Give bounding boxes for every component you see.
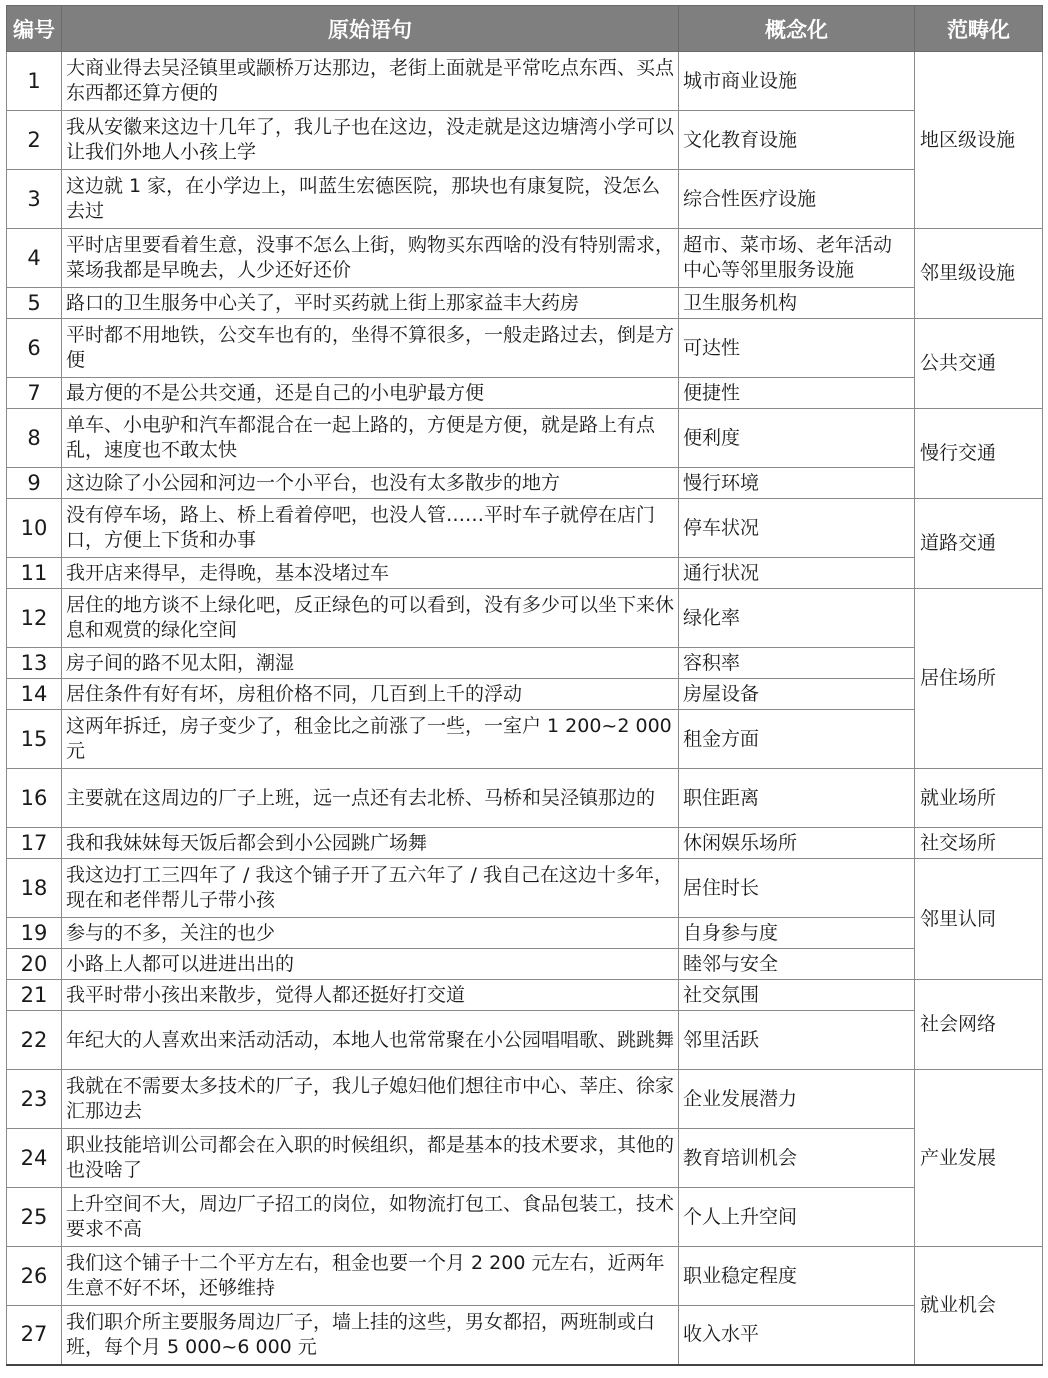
row-number: 20 (7, 949, 62, 980)
original-quote: 路口的卫生服务中心关了，平时买药就上街上那家益丰大药房 (62, 288, 679, 319)
concept-cell: 慢行环境 (679, 468, 915, 499)
table-row (7, 170, 1043, 229)
concept-cell: 教育培训机会 (679, 1129, 915, 1188)
row-number: 21 (7, 980, 62, 1011)
original-quote: 我平时带小孩出来散步，觉得人都还挺好打交道 (62, 980, 679, 1011)
table-row (7, 648, 1043, 679)
concept-cell: 休闲娱乐场所 (679, 828, 915, 859)
header-num: 编号 (7, 6, 62, 52)
table-row (7, 1188, 1043, 1247)
original-quote: 居住条件有好有坏，房租价格不同，几百到上千的浮动 (62, 679, 679, 710)
category-cell: 就业机会 (915, 1247, 1043, 1365)
concept-cell: 卫生服务机构 (679, 288, 915, 319)
row-number: 25 (7, 1188, 62, 1247)
row-number: 1 (7, 52, 62, 111)
row-number: 27 (7, 1306, 62, 1365)
category-cell: 社会网络 (915, 980, 1043, 1070)
category-cell: 就业场所 (915, 769, 1043, 828)
category-cell: 居住场所 (915, 589, 1043, 769)
original-quote: 我从安徽来这边十几年了，我儿子也在这边，没走就是这边塘湾小学可以让我们外地人小孩上学 (62, 111, 679, 170)
original-quote: 上升空间不大，周边厂子招工的岗位，如物流打包工、食品包装工，技术要求不高 (62, 1188, 679, 1247)
table-row (7, 859, 1043, 918)
original-quote: 我就在不需要太多技术的厂子，我儿子媳妇他们想往市中心、莘庄、徐家汇那边去 (62, 1070, 679, 1129)
original-quote: 主要就在这周边的厂子上班，远一点还有去北桥、马桥和吴泾镇那边的 (62, 769, 679, 828)
concept-cell: 城市商业设施 (679, 52, 915, 111)
original-quote: 大商业得去吴泾镇里或颛桥万达那边，老街上面就是平常吃点东西、买点东西都还算方便的 (62, 52, 679, 111)
original-quote: 平时店里要看着生意，没事不怎么上街，购物买东西啥的没有特别需求，菜场我都是早晚去，人少还好还价 (62, 229, 679, 288)
category-cell: 道路交通 (915, 499, 1043, 589)
concept-cell: 社交氛围 (679, 980, 915, 1011)
concept-cell: 个人上升空间 (679, 1188, 915, 1247)
original-quote: 我们职介所主要服务周边厂子，墙上挂的这些，男女都招，两班制或白班，每个月 5 000~6 000 元 (62, 1306, 679, 1365)
original-quote: 这边除了小公园和河边一个小平台，也没有太多散步的地方 (62, 468, 679, 499)
original-quote: 我开店来得早，走得晚，基本没堵过车 (62, 558, 679, 589)
original-quote: 单车、小电驴和汽车都混合在一起上路的，方便是方便，就是路上有点乱，速度也不敢太快 (62, 409, 679, 468)
table-row (7, 1247, 1043, 1306)
table-row (7, 1129, 1043, 1188)
row-number: 22 (7, 1011, 62, 1070)
table-row (7, 769, 1043, 828)
original-quote: 年纪大的人喜欢出来活动活动，本地人也常常聚在小公园唱唱歌、跳跳舞 (62, 1011, 679, 1070)
row-number: 3 (7, 170, 62, 229)
row-number: 11 (7, 558, 62, 589)
row-number: 12 (7, 589, 62, 648)
concept-cell: 睦邻与安全 (679, 949, 915, 980)
table-row (7, 1306, 1043, 1365)
original-quote: 这边就 1 家，在小学边上，叫蓝生宏德医院，那块也有康复院，没怎么去过 (62, 170, 679, 229)
concept-cell: 便利度 (679, 409, 915, 468)
concept-cell: 可达性 (679, 319, 915, 378)
concept-cell: 居住时长 (679, 859, 915, 918)
table-row (7, 499, 1043, 558)
table-row (7, 378, 1043, 409)
category-cell: 邻里认同 (915, 859, 1043, 980)
concept-cell: 职业稳定程度 (679, 1247, 915, 1306)
row-number: 5 (7, 288, 62, 319)
table-row (7, 468, 1043, 499)
table-row (7, 558, 1043, 589)
original-quote: 职业技能培训公司都会在入职的时候组织，都是基本的技术要求，其他的也没啥了 (62, 1129, 679, 1188)
table-row (7, 288, 1043, 319)
table-row (7, 111, 1043, 170)
original-quote: 平时都不用地铁，公交车也有的，坐得不算很多，一般走路过去，倒是方便 (62, 319, 679, 378)
table-row (7, 710, 1043, 769)
row-number: 26 (7, 1247, 62, 1306)
table-row (7, 409, 1043, 468)
interview-coding-table (6, 5, 1043, 1366)
category-cell: 地区级设施 (915, 52, 1043, 229)
row-number: 19 (7, 918, 62, 949)
concept-cell: 通行状况 (679, 558, 915, 589)
concept-cell: 综合性医疗设施 (679, 170, 915, 229)
table-row (7, 319, 1043, 378)
row-number: 18 (7, 859, 62, 918)
original-quote: 没有停车场，路上、桥上看着停吧，也没人管……平时车子就停在店门口，方便上下货和办事 (62, 499, 679, 558)
header-row (7, 6, 1043, 52)
original-quote: 我这边打工三四年了 / 我这个铺子开了五六年了 / 我自己在这边十多年，现在和老伴帮儿子带小孩 (62, 859, 679, 918)
category-cell: 产业发展 (915, 1070, 1043, 1247)
concept-cell: 绿化率 (679, 589, 915, 648)
table-row (7, 828, 1043, 859)
original-quote: 小路上人都可以进进出出的 (62, 949, 679, 980)
concept-cell: 超市、菜市场、老年活动中心等邻里服务设施 (679, 229, 915, 288)
row-number: 8 (7, 409, 62, 468)
original-quote: 最方便的不是公共交通，还是自己的小电驴最方便 (62, 378, 679, 409)
concept-cell: 租金方面 (679, 710, 915, 769)
row-number: 9 (7, 468, 62, 499)
table-row (7, 1011, 1043, 1070)
concept-cell: 邻里活跃 (679, 1011, 915, 1070)
table-row (7, 679, 1043, 710)
concept-cell: 自身参与度 (679, 918, 915, 949)
original-quote: 房子间的路不见太阳，潮湿 (62, 648, 679, 679)
original-quote: 我们这个铺子十二个平方左右，租金也要一个月 2 200 元左右，近两年生意不好不坏，还够维持 (62, 1247, 679, 1306)
original-quote: 居住的地方谈不上绿化吧，反正绿色的可以看到，没有多少可以坐下来休息和观赏的绿化空间 (62, 589, 679, 648)
row-number: 23 (7, 1070, 62, 1129)
header-concept: 概念化 (679, 6, 915, 52)
original-quote: 参与的不多，关注的也少 (62, 918, 679, 949)
concept-cell: 企业发展潜力 (679, 1070, 915, 1129)
row-number: 16 (7, 769, 62, 828)
table-row (7, 949, 1043, 980)
category-cell: 邻里级设施 (915, 229, 1043, 319)
table-row (7, 229, 1043, 288)
concept-cell: 收入水平 (679, 1306, 915, 1365)
concept-cell: 容积率 (679, 648, 915, 679)
table-row (7, 589, 1043, 648)
row-number: 15 (7, 710, 62, 769)
category-cell: 社交场所 (915, 828, 1043, 859)
original-quote: 这两年拆迁，房子变少了，租金比之前涨了一些，一室户 1 200~2 000 元 (62, 710, 679, 769)
table-row (7, 980, 1043, 1011)
table-row (7, 1070, 1043, 1129)
row-number: 14 (7, 679, 62, 710)
concept-cell: 房屋设备 (679, 679, 915, 710)
original-quote: 我和我妹妹每天饭后都会到小公园跳广场舞 (62, 828, 679, 859)
concept-cell: 文化教育设施 (679, 111, 915, 170)
row-number: 7 (7, 378, 62, 409)
concept-cell: 便捷性 (679, 378, 915, 409)
row-number: 13 (7, 648, 62, 679)
row-number: 10 (7, 499, 62, 558)
table-row (7, 52, 1043, 111)
header-category: 范畴化 (915, 6, 1043, 52)
row-number: 24 (7, 1129, 62, 1188)
category-cell: 慢行交通 (915, 409, 1043, 499)
concept-cell: 职住距离 (679, 769, 915, 828)
header-quote: 原始语句 (62, 6, 679, 52)
table-row (7, 918, 1043, 949)
concept-cell: 停车状况 (679, 499, 915, 558)
row-number: 4 (7, 229, 62, 288)
row-number: 17 (7, 828, 62, 859)
row-number: 6 (7, 319, 62, 378)
category-cell: 公共交通 (915, 319, 1043, 409)
row-number: 2 (7, 111, 62, 170)
